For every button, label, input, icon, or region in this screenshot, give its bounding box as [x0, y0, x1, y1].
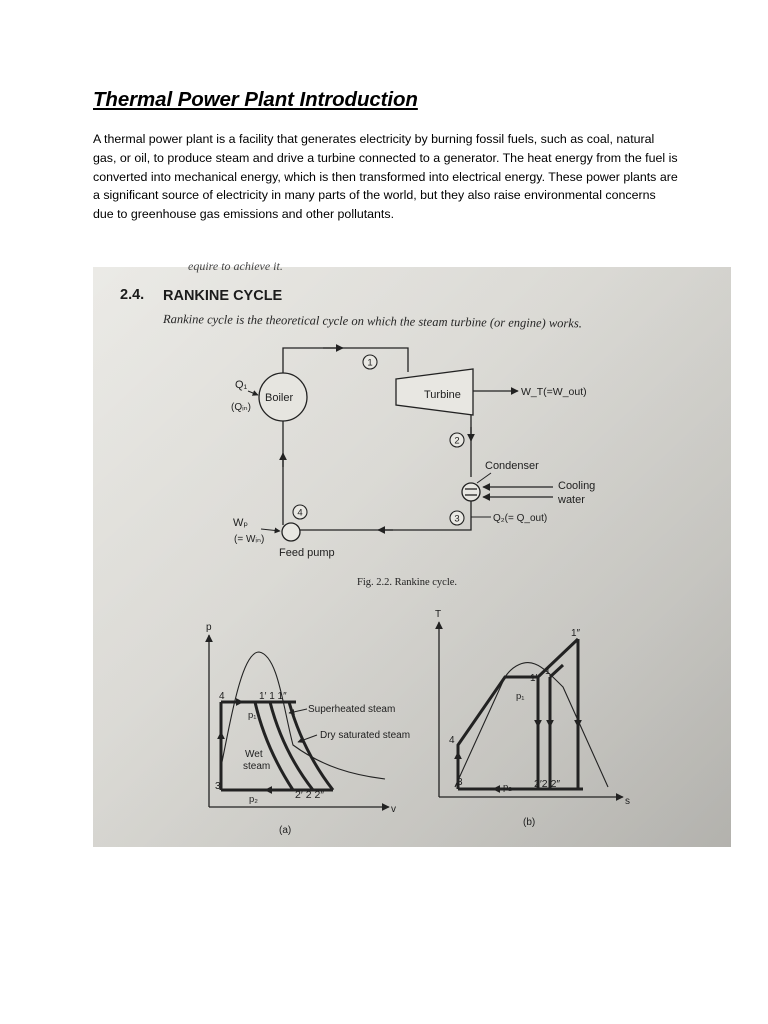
ts-point-1p: 1′: [530, 673, 538, 684]
pv-wet-label-1: Wet: [245, 749, 263, 760]
ts-axis-t: T: [435, 609, 442, 620]
q2-label: Q₂(= Q_out): [493, 513, 548, 524]
wp-label: Wₚ: [233, 517, 249, 529]
pv-superheated-label: Superheated steam: [308, 704, 396, 715]
boiler-label: Boiler: [265, 392, 294, 404]
node-2: 2: [454, 435, 460, 447]
intro-paragraph: A thermal power plant is a facility that generates electricity by burning fossil fuels, such as coal, natural gas, or oil, to produce steam and drive a turbine connected to a generator. The heat energy from the fuel is converted into mechanical energy, which is then transformed into electrical energy. These power plants are a significant source of electricity in many parts of the world, but they also raise environmental concerns due to greenhouse gas emissions and other pollutants.: [93, 132, 678, 222]
section-number: 2.4.: [120, 287, 145, 303]
ts-caption: (b): [523, 817, 536, 828]
pv-dry-saturated-label: Dry saturated steam: [320, 730, 411, 741]
ts-p2-label: p₂: [503, 782, 512, 793]
ts-p1-label: p₁: [516, 691, 525, 702]
textbook-photo: [93, 259, 731, 847]
ts-axis-s: s: [625, 796, 630, 807]
ts-point-1: 1: [545, 666, 551, 677]
cooling-label-1: Cooling: [558, 480, 596, 492]
node-4: 4: [297, 507, 303, 519]
cooling-label-2: water: [558, 494, 585, 506]
pv-axis-p: p: [206, 622, 212, 633]
pv-point-3: 3: [215, 781, 221, 792]
pv-p2-label: p₂: [249, 794, 258, 805]
turbine-label: Turbine: [424, 389, 461, 401]
q1-label: Q₁: [235, 379, 248, 391]
q1-sub-label: (Qᵢₙ): [231, 402, 251, 413]
figure-caption: Fig. 2.2. Rankine cycle.: [357, 577, 458, 588]
pv-wet-label-2: steam: [243, 761, 271, 772]
node-1: 1: [367, 357, 373, 369]
top-fragment: equire to achieve it.: [188, 259, 283, 273]
ts-point-1pp: 1″: [571, 628, 581, 639]
node-3: 3: [454, 513, 460, 525]
page-title: Thermal Power Plant Introduction: [93, 88, 418, 111]
pv-caption: (a): [279, 825, 292, 836]
pv-points-top: 1′ 1 1″: [259, 691, 287, 702]
section-title: RANKINE CYCLE: [163, 288, 283, 304]
section-subtitle: Rankine cycle is the theoretical cycle on which the steam turbine (or engine) works.: [162, 312, 582, 331]
ts-point-3: 3: [457, 777, 463, 788]
condenser-label: Condenser: [485, 460, 539, 472]
work-turbine-label: W_T(=W_out): [521, 386, 587, 398]
ts-points-bottom: 2′2 2″: [534, 778, 561, 790]
feed-pump-label: Feed pump: [279, 547, 335, 559]
wp-sub-label: (= Wᵢₙ): [234, 534, 265, 545]
pv-axis-v: v: [391, 804, 396, 815]
pv-points-bottom: 2′ 2 2″: [295, 789, 325, 801]
ts-point-4: 4: [449, 735, 455, 746]
pv-point-4: 4: [219, 691, 225, 702]
pv-p1-label: p₁: [248, 710, 257, 721]
